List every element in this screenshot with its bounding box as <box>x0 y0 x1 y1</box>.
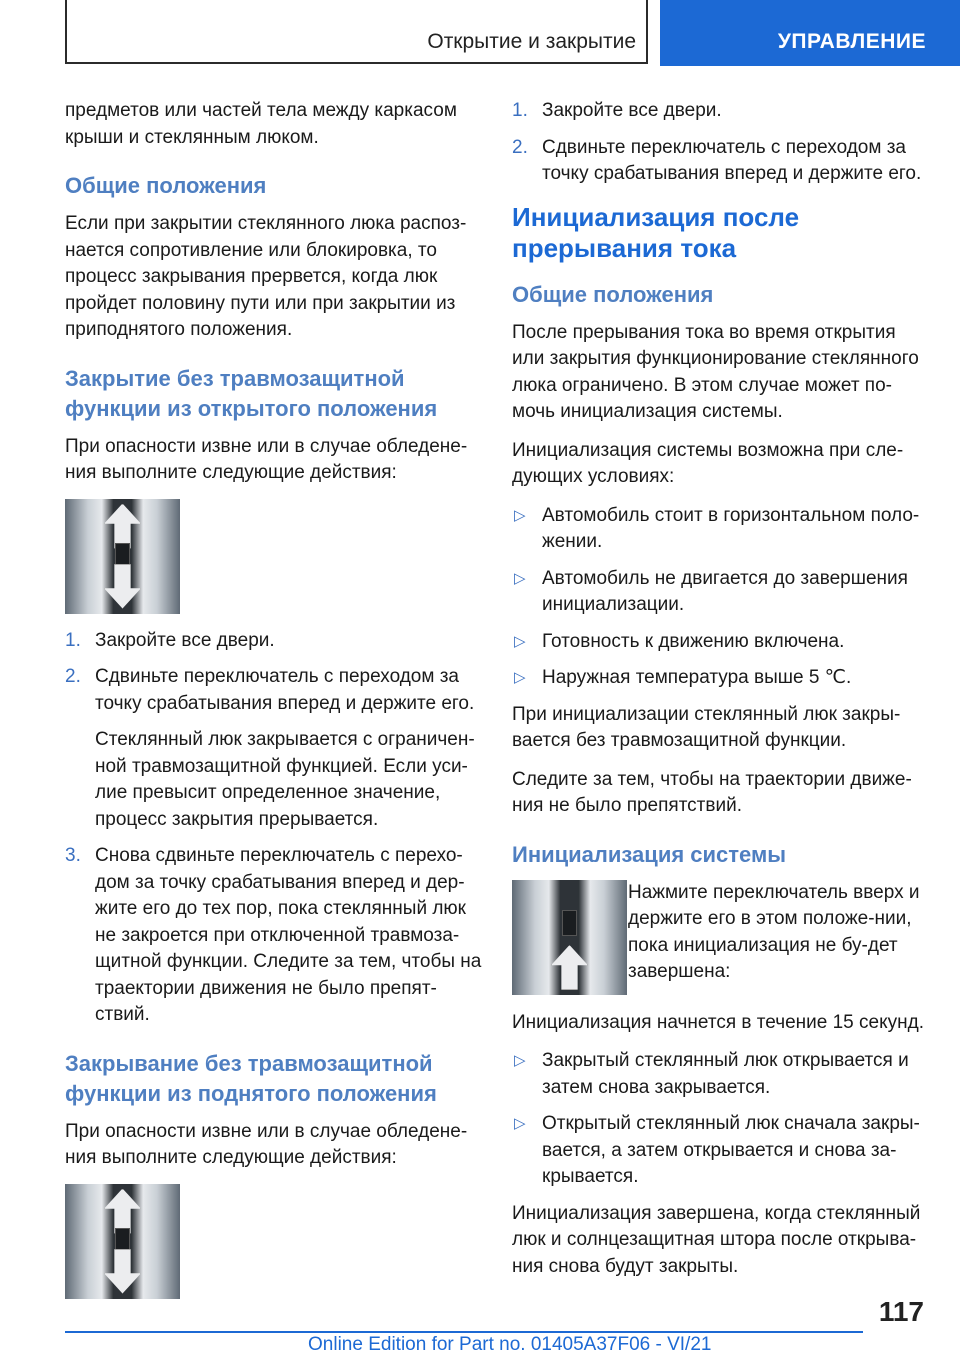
switch-icon <box>562 910 577 936</box>
heading-general-2: Общие положения <box>512 281 714 307</box>
step-note: Стеклянный люк закрывается с ограничен-ной травмозащитной функцией. Если уси-лие превысит определенное значение, процесс закрытия прерывается. <box>95 729 475 830</box>
triangle-bullet-icon: ▷ <box>514 669 526 686</box>
arrow-down-icon <box>104 564 141 609</box>
right-column <box>512 98 932 1292</box>
init-text-3: При инициализации стеклянный люк закры-вается без травмозащитной функции. <box>512 703 901 751</box>
condition-item: ▷ Автомобиль не двигается до завершения инициализации. <box>514 567 908 615</box>
close-open-text: При опасности извне или в случае обледене-ния выполните следующие действия: <box>65 435 468 483</box>
triangle-bullet-icon: ▷ <box>514 569 526 587</box>
init-text-2: Инициализация системы возможна при сле-дующих условиях: <box>512 439 904 487</box>
init-text-4: Следите за тем, чтобы на траектории движе-ния не было препятствий. <box>512 768 912 816</box>
switch-image-1 <box>65 499 180 614</box>
arrow-down-icon <box>104 1249 141 1294</box>
system-init-block <box>512 880 932 1004</box>
general-text: Если при закрытии стеклянного люка распоз-нается сопротивление или блокировка, то процесс закрывания прервется, когда люк пройдет половину пути или при закрытии из приподнятого положения. <box>65 213 467 340</box>
conditions-list <box>512 503 932 692</box>
chapter-title: Открытие и закрытие <box>427 30 636 53</box>
heading-close-raised: Закрывание без травмозащитной функции из поднятого положения <box>65 1050 437 1106</box>
steps-list-1 <box>65 628 485 1029</box>
header-box <box>65 0 648 64</box>
heading-general: Общие положения <box>65 173 267 198</box>
result-item: ▷ Закрытый стеклянный люк открывается и затем снова закрывается. <box>514 1050 909 1098</box>
arrow-up-icon <box>551 945 588 990</box>
condition-item: ▷ Автомобиль стоит в горизонтальном поло-жении. <box>514 504 920 552</box>
heading-close-open: Закрытие без травмозащитной функции из открытого положения <box>65 365 438 421</box>
step-item: 3. Снова сдвиньте переключатель с перехо-дом за точку срабатывания вперед и дер-жите его до тех пор, пока стеклянный люк не закроется при отключенной травмоза-щитной функции. Следите за тем, чтобы на траектории движения не было препят-ствий. <box>65 845 482 1025</box>
page-number: 117 <box>878 1296 924 1327</box>
heading-system-init: Инициализация системы <box>512 841 787 867</box>
steps-list-2 <box>512 98 932 188</box>
results-list <box>512 1048 932 1191</box>
init-complete-text: Инициализация завершена, когда стеклянный люк и солнцезащитная штора после открыва-ния снова будут закрыты. <box>512 1202 921 1277</box>
edition-footer: Online Edition for Part no. 01405A37F06 - VI/21 <box>308 1334 712 1355</box>
step-item: 1. Закройте все двери. <box>65 629 275 651</box>
init-text-1: После прерывания тока во время открытия или закрытия функционирование стеклянного люка ограничено. В этом случае может по-мочь инициализация системы. <box>512 321 919 422</box>
system-init-text: Нажмите переключатель вверх и держите его в этом положе-нии, пока инициализация не бу-дет завершена: <box>628 881 920 982</box>
step-item: 2. Сдвиньте переключатель с переходом за точку срабатывания вперед и держите его. <box>512 136 922 184</box>
section-label: УПРАВЛЕНИЕ <box>777 30 926 53</box>
triangle-bullet-icon: ▷ <box>514 1115 526 1132</box>
condition-item: ▷ Наружная температура выше 5 ℃. <box>512 665 932 692</box>
step-item: 2. Сдвиньте переключатель с переходом за точку срабатывания вперед и держите его. Стеклянный люк закрывается с ограничен-ной травмозащитной функцией. Если уси-лие превысит определенное значение, процесс закрытия прерывается. <box>65 664 485 833</box>
footer-divider <box>65 1331 863 1333</box>
init-start-text: Инициализация начнется в течение 15 секунд. <box>512 1011 924 1033</box>
triangle-bullet-icon: ▷ <box>514 632 526 650</box>
switch-image-3 <box>512 880 627 995</box>
left-column <box>65 98 485 1313</box>
intro-text: предметов или частей тела между каркасом крыши и стеклянным люком. <box>65 100 457 148</box>
triangle-bullet-icon: ▷ <box>514 506 526 524</box>
heading-init: Инициализация после прерывания тока <box>512 201 800 263</box>
switch-image-2 <box>65 1184 180 1299</box>
section-tab <box>660 0 960 66</box>
step-item: 1. Закройте все двери. <box>512 100 722 121</box>
result-item: ▷ Открытый стеклянный люк сначала закры-вается, а затем открывается и снова за-крывается. <box>514 1113 920 1187</box>
condition-item: ▷ Готовность к движению включена. <box>512 629 932 656</box>
close-raised-text: При опасности извне или в случае обледене-ния выполните следующие действия: <box>65 1120 468 1168</box>
triangle-bullet-icon: ▷ <box>514 1052 526 1069</box>
